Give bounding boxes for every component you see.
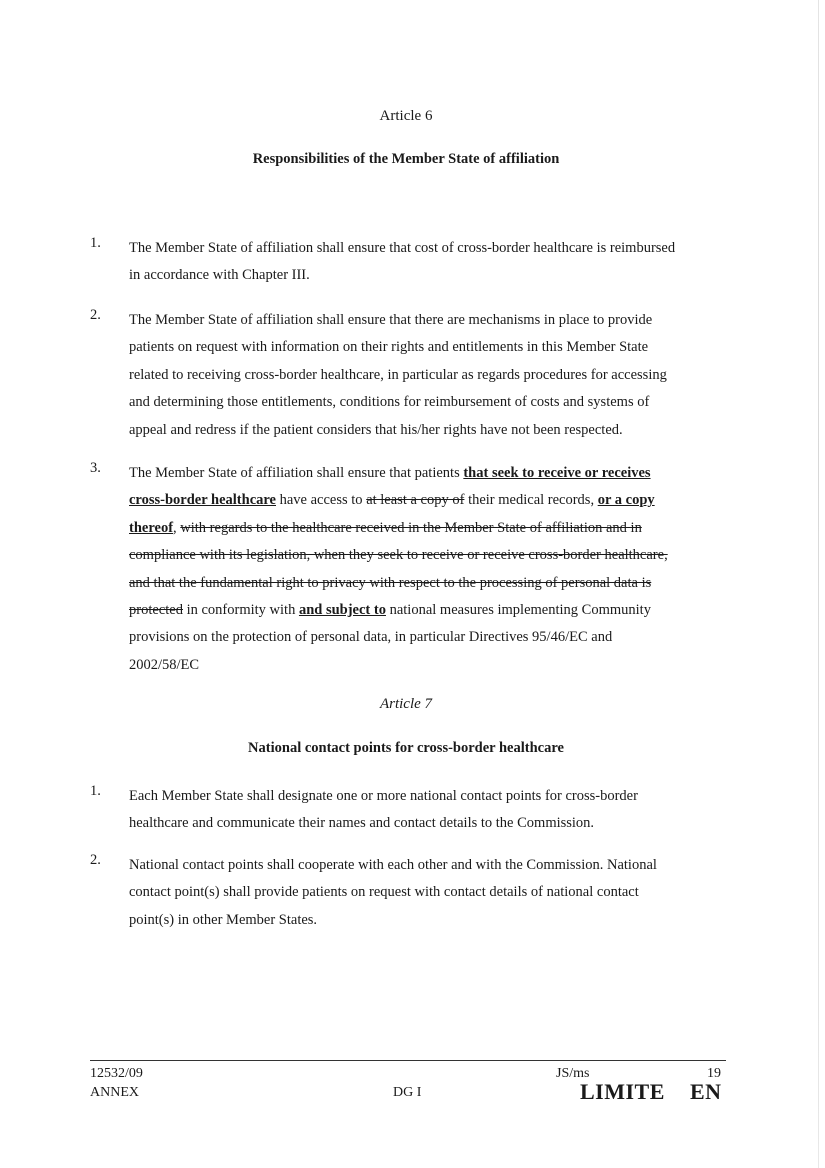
deleted-text: compliance with its legislation, when they seek to receive or receive cross-border healthcare, (129, 547, 668, 564)
paragraph-text (129, 460, 729, 679)
paragraph-number: 2. (90, 307, 101, 323)
text-line: Each Member State shall designate one or more national contact points for cross-border (129, 788, 638, 804)
text-line: appeal and redress if the patient considers that his/her rights have not been respected. (129, 421, 623, 438)
inserted-text: or a copy (597, 492, 655, 509)
inserted-text: cross-border healthcare (129, 492, 276, 509)
footer-limite: LIMITE (580, 1079, 665, 1104)
paragraph-number: 3. (90, 460, 101, 476)
footer-doc-number: 12532/09 (90, 1066, 143, 1081)
paragraph-text (129, 235, 729, 290)
paragraph-text (129, 307, 729, 444)
inserted-text: that seek to receive or receives (463, 465, 651, 481)
text-line: 2002/58/EC (129, 656, 200, 673)
footer-dg: DG I (393, 1085, 422, 1100)
text-line: point(s) in other Member States. (129, 911, 318, 928)
text-line: The Member State of affiliation shall ensure that there are mechanisms in place to provide (129, 312, 653, 328)
deleted-text: at least a copy of (366, 492, 465, 509)
inserted-text: thereof (129, 519, 174, 536)
plain-text: in conformity with (182, 602, 299, 619)
article-7-title: Article 7 (379, 696, 433, 712)
scan-edge-line (818, 0, 819, 1168)
text-line: and determining those entitlements, conditions for reimbursement of costs and systems of (129, 394, 650, 411)
text-line: related to receiving cross-border healthcare, in particular as regards procedures for accessing (129, 366, 667, 383)
paragraph-number: 1. (90, 783, 101, 799)
text-line (129, 515, 729, 542)
article-6-heading: Responsibilities of the Member State of affiliation (252, 151, 560, 167)
text-line (129, 597, 729, 624)
paragraph-number: 1. (90, 235, 101, 251)
text-line: provisions on the protection of personal data, in particular Directives 95/46/EC and (129, 629, 613, 646)
plain-text: national measures implementing Community (385, 602, 651, 619)
text-line: in accordance with Chapter III. (129, 267, 310, 284)
paragraph-text (129, 852, 729, 934)
deleted-text: and that the fundamental right to privacy with respect to the processing of personal data is (129, 574, 652, 591)
text-line: The Member State of affiliation shall ensure that cost of cross-border healthcare is reimbursed (129, 240, 676, 256)
footer-language: EN (690, 1079, 722, 1104)
footer-annex: ANNEX (90, 1085, 139, 1100)
paragraph-text (129, 783, 729, 838)
text-line (129, 487, 729, 514)
footer-initials: JS/ms (556, 1066, 590, 1081)
deleted-text: with regards to the healthcare received in the Member State of affiliation and in (180, 519, 642, 536)
plain-text: The Member State of affiliation shall ensure that patients (129, 465, 464, 481)
plain-text: have access to (276, 492, 367, 509)
deleted-text: protected (129, 602, 183, 619)
text-line (129, 542, 729, 569)
text-line: contact point(s) shall provide patients on request with contact details of national contact (129, 884, 639, 901)
article-7-heading: National contact points for cross-border healthcare (248, 740, 564, 756)
footer-page-number: 19 (707, 1066, 721, 1081)
text-line: healthcare and communicate their names and contact details to the Commission. (129, 815, 595, 832)
plain-text: , (173, 519, 181, 536)
paragraph-number: 2. (90, 852, 101, 868)
text-line: National contact points shall cooperate with each other and with the Commission. National (129, 857, 657, 873)
footer-rule (90, 1060, 726, 1061)
article-6-title: Article 6 (379, 108, 433, 124)
text-line: patients on request with information on their rights and entitlements in this Member State (129, 339, 649, 356)
plain-text: their medical records, (464, 492, 598, 509)
text-line (129, 460, 729, 487)
inserted-text: and subject to (298, 602, 386, 619)
text-line (129, 570, 729, 597)
